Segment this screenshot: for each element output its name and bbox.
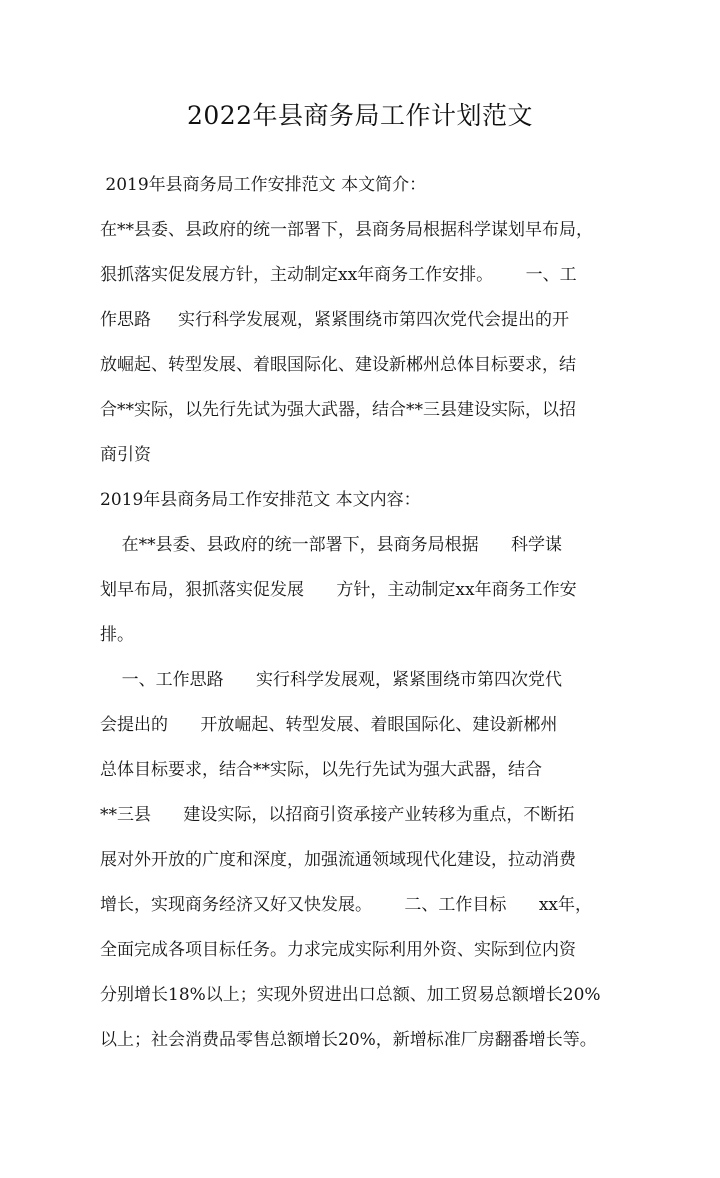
text-line: 在**县委、县政府的统一部署下，县商务局根据科学谋划早布局， (100, 220, 593, 240)
text-line: 一、工作思路 实行科学发展观，紧紧围绕市第四次党代 (100, 670, 563, 690)
text-line: 划早布局，狠抓落实促发展 方针，主动制定xx年商务工作安 (100, 580, 577, 600)
text-line: 全面完成各项目标任务。力求完成实际利用外资、实际到位内资 (100, 940, 576, 960)
text-line: 排。 (100, 625, 134, 645)
text-line: 会提出的 开放崛起、转型发展、着眼国际化、建设新郴州 (100, 715, 558, 735)
text-line: 展对外开放的广度和深度，加强流通领域现代化建设，拉动消费 (100, 850, 576, 870)
text-line: 狠抓落实促发展方针，主动制定xx年商务工作安排。 一、工 (100, 265, 577, 285)
text-line: 分别增长18%以上；实现外贸进出口总额、加工贸易总额增长20% (100, 985, 601, 1005)
text-line: 商引资 (100, 445, 151, 465)
text-line: 放崛起、转型发展、着眼国际化、建设新郴州总体目标要求，结 (100, 355, 576, 375)
document-title: 2022年县商务局工作计划范文 (186, 101, 534, 130)
text-line: **三县 建设实际，以招商引资承接产业转移为重点，不断拓 (100, 805, 575, 825)
text-line: 增长，实现商务经济又好又快发展。 二、工作目标 xx年， (100, 895, 593, 915)
text-line: 在**县委、县政府的统一部署下，县商务局根据 科学谋 (100, 535, 563, 555)
text-line: 作思路 实行科学发展观，紧紧围绕市第四次党代会提出的开 (100, 310, 570, 330)
text-line: 2019年县商务局工作安排范文 本文简介： (100, 175, 427, 195)
text-line: 合**实际，以先行先试为强大武器，结合**三县建设实际，以招 (100, 400, 576, 420)
text-line: 总体目标要求，结合**实际，以先行先试为强大武器，结合 (100, 760, 542, 780)
text-line: 以上；社会消费品零售总额增长20%，新增标准厂房翻番增长等。 (100, 1030, 597, 1050)
text-line: 2019年县商务局工作安排范文 本文内容： (100, 490, 421, 510)
